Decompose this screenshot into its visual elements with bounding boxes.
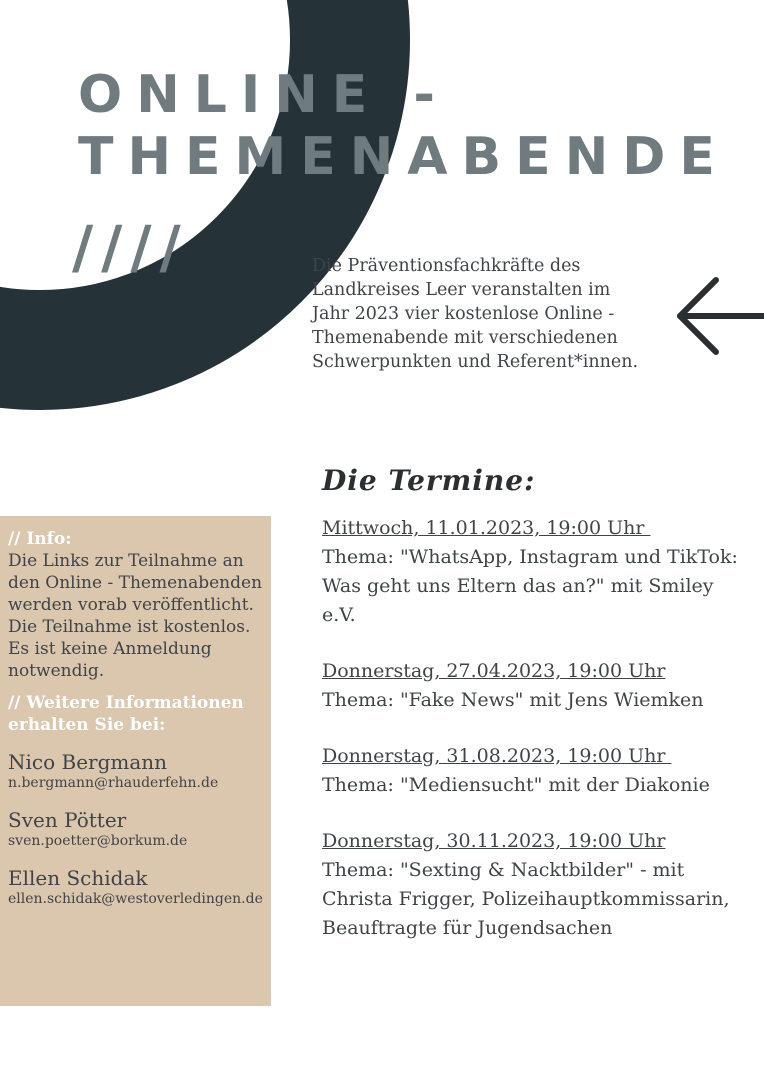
contact-card: [8, 750, 271, 792]
info-line: Die Teilnahme ist kostenlos.: [8, 617, 251, 637]
event-topic: Thema: "Fake News" mit Jens Wiemken: [322, 689, 704, 711]
event-date: Donnerstag, 30.11.2023, 19:00 Uhr: [322, 830, 666, 852]
intro-text: Die Präventionsfachkräfte des Landkreises Leer veranstalten im Jahr 2023 vier kostenlose Online - Themenabende mit verschiedenen Schwerpunkten und Referent*innen.: [312, 256, 639, 372]
arrow-left-icon: [672, 272, 764, 362]
info-line: Die Links zur Teilnahme an den Online - Themenabenden werden vorab veröffentlicht.: [8, 551, 263, 615]
event-item: [322, 514, 742, 630]
info-line: Es ist keine Anmeldung notwendig.: [8, 639, 212, 681]
contact-card: [8, 808, 271, 850]
event-topic: Thema: "Mediensucht" mit der Diakonie: [322, 774, 710, 796]
event-item: [322, 657, 742, 715]
title-line-2: THEMENABENDE: [78, 127, 729, 187]
contact-name: Ellen Schidak: [8, 866, 148, 890]
event-date: Mittwoch, 11.01.2023, 19:00 Uhr: [322, 517, 651, 539]
event-item: [322, 827, 742, 943]
more-info-heading: // Weitere Informationen erhalten Sie bei:: [8, 693, 244, 735]
contact-email: ellen.schidak@westoverledingen.de: [8, 891, 263, 907]
event-item: [322, 742, 742, 800]
contact-name: Nico Bergmann: [8, 750, 168, 774]
event-topic: Thema: "WhatsApp, Instagram und TikTok: Was geht uns Eltern das an?" mit Smiley e.V.: [322, 546, 738, 626]
contact-email: n.bergmann@rhauderfehn.de: [8, 775, 219, 791]
info-box: [0, 516, 271, 1006]
contact-card: [8, 866, 271, 908]
event-list: [322, 514, 742, 970]
termine-heading: Die Termine:: [322, 464, 536, 497]
info-heading: // Info:: [8, 529, 72, 549]
contact-name: Sven Pötter: [8, 808, 127, 832]
event-topic: Thema: "Sexting & Nacktbilder" - mit Christa Frigger, Polizeihauptkommissarin, Beauftragte für Jugendsachen: [322, 859, 730, 939]
title-line-1: ONLINE -: [78, 65, 449, 125]
event-date: Donnerstag, 31.08.2023, 19:00 Uhr: [322, 745, 672, 767]
info-text: [8, 550, 271, 682]
page-title: [78, 64, 729, 188]
decorative-slashes: ////: [72, 213, 189, 281]
contact-email: sven.poetter@borkum.de: [8, 833, 188, 849]
event-date: Donnerstag, 27.04.2023, 19:00 Uhr: [322, 660, 666, 682]
